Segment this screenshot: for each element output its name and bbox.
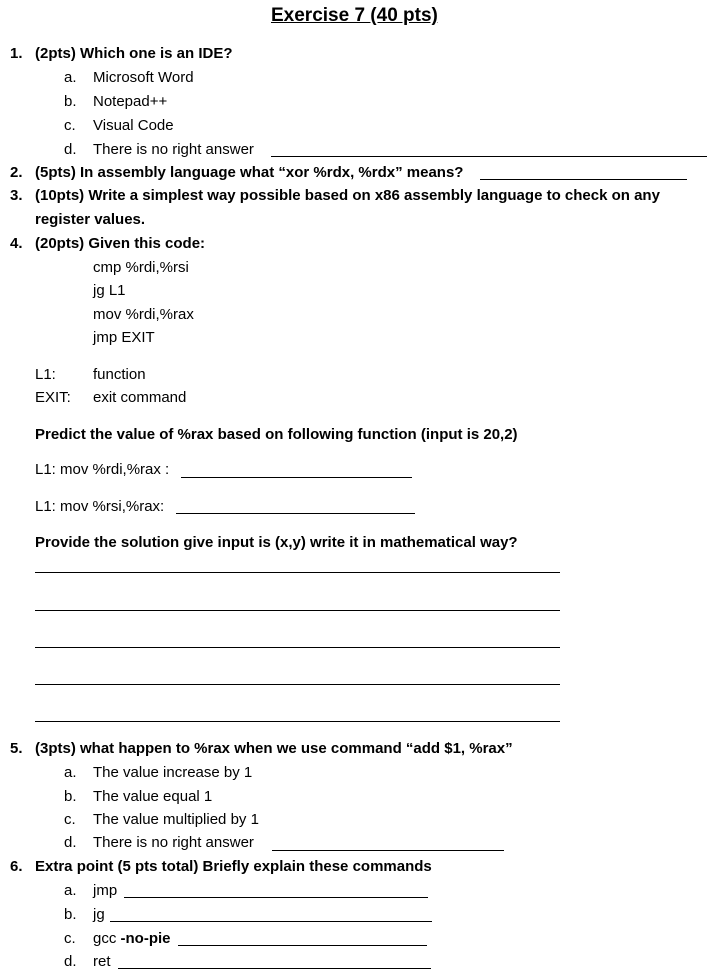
q1-number: 1.: [10, 45, 23, 62]
code-line: jmp EXIT: [93, 329, 155, 346]
q1-option-c: Visual Code: [93, 117, 174, 134]
code-label-l1-text: function: [93, 366, 146, 383]
q6-number: 6.: [10, 858, 23, 875]
q5-option-a-letter: a.: [64, 764, 77, 781]
answer-line[interactable]: [35, 721, 560, 722]
q3-text-line2: register values.: [35, 211, 146, 228]
q5-option-c: The value multiplied by 1: [93, 811, 259, 828]
q4-provide-text: Provide the solution give input is (x,y) write it in mathematical way?: [35, 534, 518, 551]
q6-option-a-letter: a.: [64, 882, 77, 899]
q6-option-c-letter: c.: [64, 930, 76, 947]
q5-number: 5.: [10, 740, 23, 757]
q5-answer-blank[interactable]: [272, 850, 504, 851]
q6-option-c-command: gcc: [93, 930, 117, 947]
q4-text: (20pts) Given this code:: [35, 235, 206, 252]
q6-option-a-blank[interactable]: [124, 897, 428, 898]
q3-number: 3.: [10, 187, 23, 204]
code-line: mov %rdi,%rax: [93, 306, 194, 323]
q5-text: (3pts) what happen to %rax when we use command “add $1, %rax”: [35, 740, 513, 757]
code-label-exit: EXIT:: [35, 389, 71, 406]
q2-text: (5pts) In assembly language what “xor %rdx, %rdx” means?: [35, 164, 464, 181]
q6-option-d-blank[interactable]: [118, 968, 431, 969]
q6-option-c-flag: -no-pie: [120, 930, 171, 947]
q4-fill2-blank[interactable]: [176, 513, 415, 514]
code-line: jg L1: [93, 282, 126, 299]
q6-option-c-blank[interactable]: [178, 945, 427, 946]
q3-text-line1: (10pts) Write a simplest way possible based on x86 assembly language to check on any: [35, 187, 660, 204]
q5-option-a: The value increase by 1: [93, 764, 253, 781]
q2-answer-blank[interactable]: [480, 179, 687, 180]
q4-predict-text: Predict the value of %rax based on following function (input is 20,2): [35, 426, 518, 443]
q1-option-a: Microsoft Word: [93, 69, 194, 86]
answer-line[interactable]: [35, 684, 560, 685]
q1-option-c-letter: c.: [64, 117, 76, 134]
code-line: cmp %rdi,%rsi: [93, 259, 189, 276]
q6-option-d: ret: [93, 953, 111, 970]
q6-text: Extra point (5 pts total) Briefly explain these commands: [35, 858, 432, 875]
q4-fill2-label: L1: mov %rsi,%rax:: [35, 498, 165, 515]
q5-option-b-letter: b.: [64, 788, 77, 805]
q6-option-b: jg: [93, 906, 105, 923]
q1-option-b: Notepad++: [93, 93, 168, 110]
answer-line[interactable]: [35, 610, 560, 611]
q1-option-b-letter: b.: [64, 93, 77, 110]
answer-line[interactable]: [35, 647, 560, 648]
code-label-exit-text: exit command: [93, 389, 187, 406]
answer-line[interactable]: [35, 572, 560, 573]
q1-option-d-letter: d.: [64, 141, 77, 158]
q5-option-b: The value equal 1: [93, 788, 213, 805]
q6-option-b-blank[interactable]: [110, 921, 432, 922]
q6-option-c: [93, 930, 171, 947]
q1-answer-blank[interactable]: [271, 156, 707, 157]
q2-number: 2.: [10, 164, 23, 181]
q4-fill1-blank[interactable]: [181, 477, 412, 478]
q4-number: 4.: [10, 235, 23, 252]
q6-option-b-letter: b.: [64, 906, 77, 923]
q6-option-a: jmp: [93, 882, 118, 899]
q4-fill1-label: L1: mov %rdi,%rax :: [35, 461, 170, 478]
q5-option-c-letter: c.: [64, 811, 76, 828]
q1-text: (2pts) Which one is an IDE?: [35, 45, 233, 62]
q5-option-d-letter: d.: [64, 834, 77, 851]
code-label-l1: L1:: [35, 366, 56, 383]
q1-option-a-letter: a.: [64, 69, 77, 86]
page-title: Exercise 7 (40 pts): [271, 5, 438, 26]
q5-option-d: There is no right answer: [93, 834, 254, 851]
q6-option-d-letter: d.: [64, 953, 77, 970]
q1-option-d: There is no right answer: [93, 141, 254, 158]
